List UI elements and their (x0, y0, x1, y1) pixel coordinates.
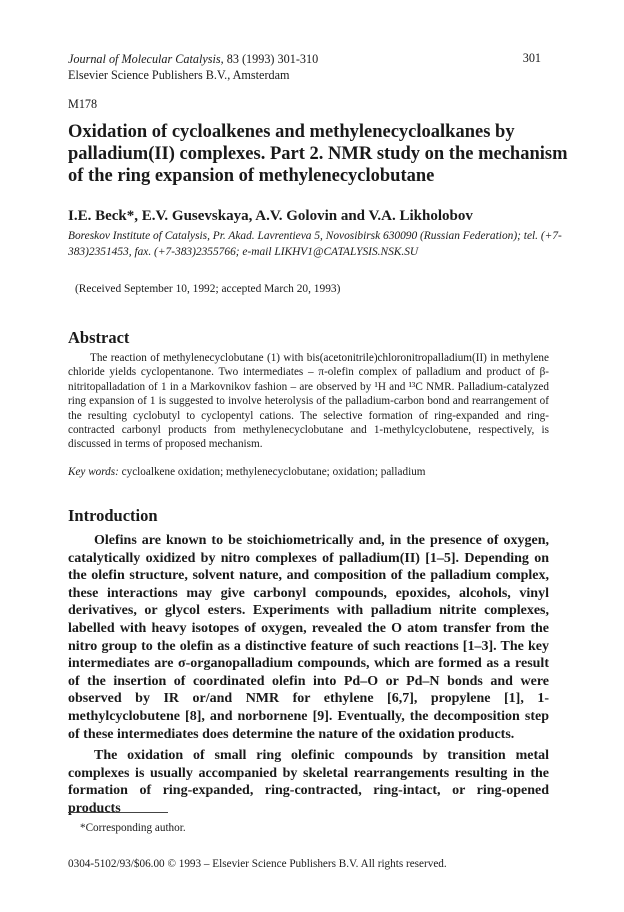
journal-name: Journal of Molecular Catalysis, (68, 52, 224, 66)
introduction-heading: Introduction (68, 506, 158, 525)
keywords-label: Key words: (68, 466, 119, 478)
copyright-footer: 0304-5102/93/$06.00 © 1993 – Elsevier Science Publishers B.V. All rights reserved. (68, 858, 447, 870)
introduction-paragraph-2: The oxidation of small ring olefinic compounds by transition metal complexes is usually accompanied by skeletal rearrangements resulting in the formation of ring-expanded, ring-contracted, ring-intact, or ring-opened products (68, 748, 549, 816)
article-title: Oxidation of cycloalkenes and methylenecycloalkanes by palladium(II) complexes. Part 2. NMR study on the mechanism of the ring expansion of methylenecyclobutane (68, 122, 568, 186)
introduction-paragraph-1: Olefins are known to be stoichiometrically and, in the presence of oxygen, catalytically oxidized by nitro complexes of palladium(II) [1–5]. Depending on the olefin structure, solvent nature, and composition of the palladium complex, these interactions may give carbonyl compounds, epoxides, alcohols, vinyl derivatives, or glycol esters. Experiments with palladium nitrite complexes, labelled with heavy isotopes of oxygen, revealed the O atom transfer from the nitro group to the olefin as a distinctive feature of such reactions [1–3]. The key intermediates are σ-organopalladium compounds, which are formed as a result of the insertion of coordinated olefin into Pd–O or Pd–N bonds and were observed by IR or/and NMR for ethylene [6,7], propylene [1], 1-methylcyclobutene [8], and norbornene [9]. Eventually, the decomposition step of these intermediates does determine the nature of the oxidation products. (68, 533, 549, 742)
keywords (68, 466, 426, 478)
manuscript-code: M178 (68, 97, 98, 111)
keywords-text: cycloalkene oxidation; methylenecyclobutane; oxidation; palladium (121, 466, 426, 478)
journal-citation (68, 51, 318, 67)
author-list: I.E. Beck*, E.V. Gusevskaya, A.V. Golovin and V.A. Likholobov (68, 208, 473, 224)
abstract-heading: Abstract (68, 328, 130, 347)
footnote-divider (68, 812, 168, 813)
publisher-line: Elsevier Science Publishers B.V., Amsterdam (68, 68, 290, 82)
journal-header (68, 51, 318, 83)
journal-volume: 83 (1993) 301-310 (226, 52, 319, 66)
footnote: *Corresponding author. (80, 822, 186, 834)
received-dates: (Received September 10, 1992; accepted March 20, 1993) (75, 283, 341, 295)
abstract-text: The reaction of methylenecyclobutane (1) with bis(acetonitrile)chloronitropalladium(II) in methylene chloride yields cyclopentanone. Two intermediates – π-olefin complex of palladium and product of β-nitritopalladation of 1 in a Markovnikov fashion – are observed by ¹H and ¹³C NMR. Palladium-catalyzed ring expansion of 1 is suggested to involve heterolysis of the palladium-carbon bond and rearrangement of the resulting cyclobutyl to cyclopentyl cations. The selective formation of ring-expanded and ring-contracted carbonyl products from methylenecyclobutane and 1-methylcyclobutene, respectively, is discussed in terms of proposed mechanism. (68, 352, 549, 451)
affiliation: Boreskov Institute of Catalysis, Pr. Akad. Lavrentieva 5, Novosibirsk 630090 (Russian Federation); tel. (+7-383)2351453, fax. (+7-383)2355766; e-mail LIKHV1@CATALYSIS.NSK.SU (68, 230, 562, 258)
page-number: 301 (522, 51, 541, 65)
